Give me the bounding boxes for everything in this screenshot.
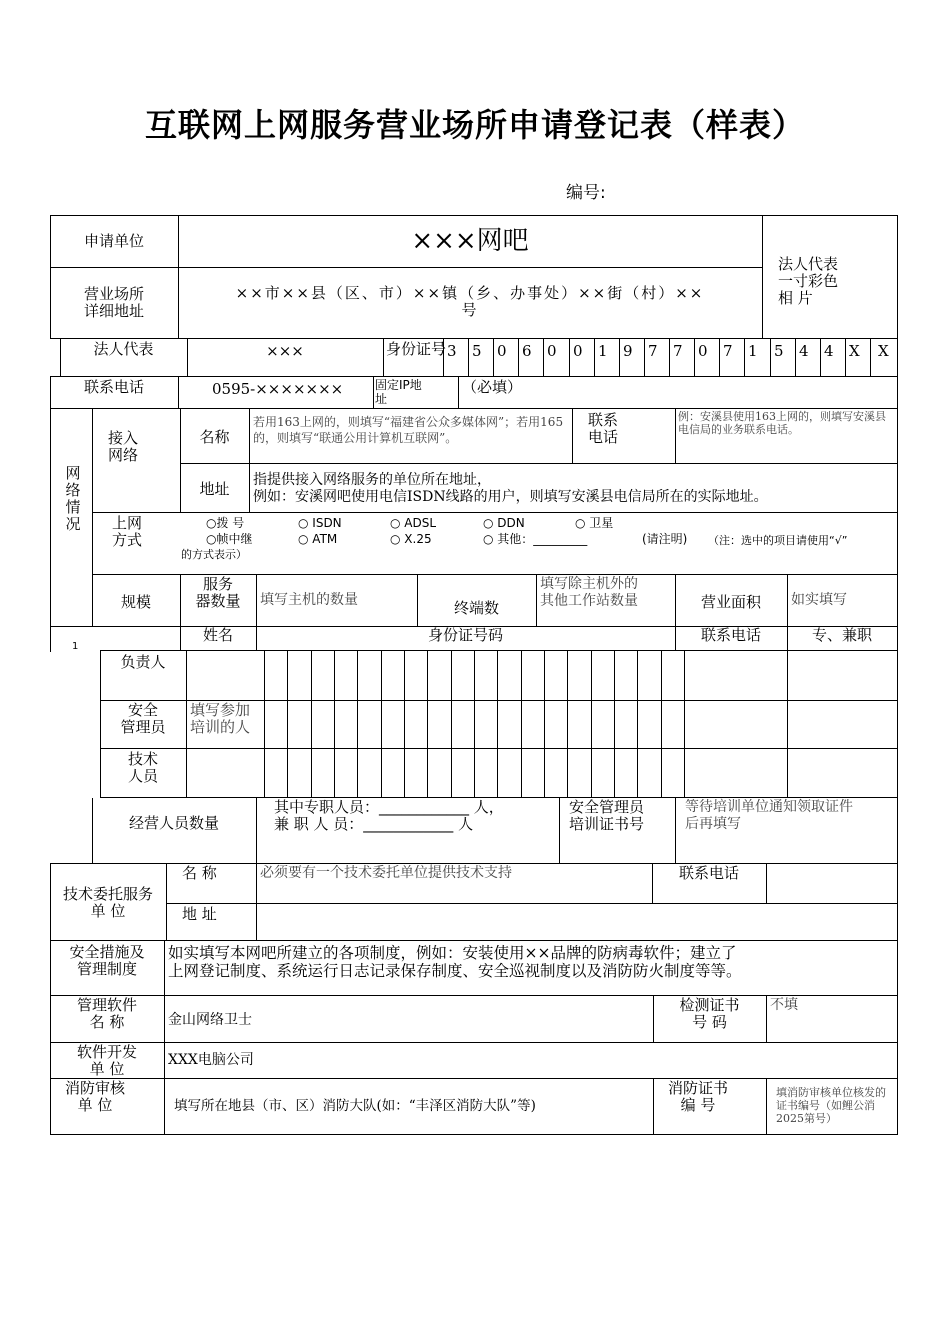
- id-digit[interactable]: 7: [723, 342, 733, 360]
- id-digit[interactable]: 6: [522, 342, 532, 360]
- fire-cert-value[interactable]: 填消防审核单位核发的证书编号（如鲤公消2025第号）: [776, 1086, 886, 1125]
- access-method-label: 上网 方式: [112, 514, 143, 549]
- id-digit[interactable]: 1: [748, 342, 758, 360]
- id-digit[interactable]: 0: [497, 342, 507, 360]
- id-box-divider: [770, 338, 771, 376]
- id-digit[interactable]: 0: [547, 342, 557, 360]
- access-name-label: 名称: [199, 428, 230, 446]
- tech-phone-label: 联系电话: [678, 864, 739, 882]
- method-frame-relay[interactable]: ○帧中继: [206, 532, 253, 546]
- legal-rep-id-label: 身份证号: [386, 340, 447, 358]
- developer-label: 软件开发 单 位: [76, 1043, 137, 1078]
- id-box-divider: [543, 338, 544, 376]
- security-measures-label: 安全措施及 管理制度: [69, 943, 145, 978]
- id-box-divider: [493, 338, 494, 376]
- staff-id-cell-divider: [474, 650, 475, 797]
- staff-id-cell-divider: [404, 650, 405, 797]
- staff-id-cell-divider: [334, 650, 335, 797]
- staff-header-phone: 联系电话: [700, 626, 761, 644]
- staff-id-cell-divider: [357, 650, 358, 797]
- staff-left-mark: 1: [72, 641, 79, 652]
- id-digit[interactable]: X: [849, 342, 860, 360]
- access-phone-label: 联系 电话: [588, 411, 619, 446]
- applicant-label: 申请单位: [83, 232, 144, 250]
- access-address-value[interactable]: 指提供接入网络服务的单位所在地址， 例如：安溪网吧使用电信ISDN线路的用户，则填写安溪县电信局所在的实际地址。: [253, 472, 768, 505]
- id-box-divider: [644, 338, 645, 376]
- fixed-ip-value[interactable]: （必填）: [462, 378, 523, 396]
- method-ddn[interactable]: ○ DDN: [483, 516, 525, 530]
- staff-security-name[interactable]: 填写参加 培训的人: [190, 701, 251, 736]
- id-digit[interactable]: 0: [698, 342, 708, 360]
- business-area-value[interactable]: 如实填写: [791, 592, 847, 608]
- method-dialup[interactable]: ○拨 号: [206, 516, 245, 530]
- staff-id-cell-divider: [544, 650, 545, 797]
- software-name-label: 管理软件 名 称: [76, 996, 137, 1031]
- staff-id-cell-divider: [591, 650, 592, 797]
- staff-id-cell-divider: [637, 650, 638, 797]
- contact-label: 联系电话: [83, 378, 144, 396]
- staff-id-cell-divider: [451, 650, 452, 797]
- fire-review-value[interactable]: 填写所在地县（市、区）消防大队(如：“丰泽区消防大队”等): [174, 1098, 536, 1114]
- id-box-divider: [694, 338, 695, 376]
- staff-id-cell-divider: [567, 650, 568, 797]
- software-name-value[interactable]: 金山网络卫士: [168, 1012, 252, 1028]
- id-digit[interactable]: 1: [598, 342, 608, 360]
- tech-name-label: 名 称: [182, 864, 217, 882]
- id-box-divider: [744, 338, 745, 376]
- staff-id-cell-divider: [614, 650, 615, 797]
- id-digit[interactable]: 9: [623, 342, 633, 360]
- tech-address-label: 地 址: [182, 905, 217, 923]
- developer-value[interactable]: XXX电脑公司: [168, 1052, 254, 1068]
- terminal-count-value[interactable]: 填写除主机外的 其他工作站数量: [540, 576, 638, 609]
- id-box-divider: [468, 338, 469, 376]
- staff-header-name: 姓名: [202, 626, 233, 644]
- server-count-value[interactable]: 填写主机的数量: [260, 592, 358, 608]
- method-adsl[interactable]: ○ ADSL: [390, 516, 437, 530]
- network-section-label: 网 络 情 况: [65, 464, 81, 533]
- method-x25[interactable]: ○ X.25: [390, 532, 432, 546]
- method-note-line2: 的方式表示）: [181, 548, 247, 561]
- id-box-divider: [845, 338, 846, 376]
- legal-rep-value[interactable]: ×××: [266, 342, 304, 360]
- id-box-divider: [820, 338, 821, 376]
- method-atm[interactable]: ○ ATM: [298, 532, 338, 546]
- id-digit[interactable]: 7: [648, 342, 658, 360]
- applicant-value[interactable]: ×××网吧: [411, 226, 529, 256]
- staff-id-cell-divider: [311, 650, 312, 797]
- access-name-value[interactable]: 若用163上网的，则填写“福建省公众多媒体网”；若用165的，则填写“联通公用计算机互联网”。: [253, 415, 564, 445]
- serial-number-label: 编号:: [566, 183, 606, 203]
- staff-id-cell-divider: [287, 650, 288, 797]
- staff-role-manager: 负责人: [120, 653, 166, 671]
- software-cert-label: 检测证书 号 码: [679, 996, 740, 1031]
- id-digit[interactable]: 4: [824, 342, 834, 360]
- staff-id-cell-divider: [497, 650, 498, 797]
- staff-id-cell-divider: [521, 650, 522, 797]
- method-note-small: （注：选中的项目请使用“√”: [708, 534, 848, 547]
- id-digit[interactable]: 3: [447, 342, 457, 360]
- fire-review-label: 消防审核 单 位: [64, 1079, 125, 1114]
- staff-role-tech: 技术 人员: [127, 750, 158, 785]
- staff-header-id: 身份证号码: [427, 626, 503, 644]
- staff-count-label: 经营人员数量: [128, 814, 219, 832]
- method-note: (请注明): [642, 532, 688, 546]
- id-digit[interactable]: 4: [799, 342, 809, 360]
- access-address-label: 地址: [199, 480, 230, 498]
- server-count-label: 服务 器数量: [195, 575, 241, 610]
- id-digit[interactable]: 5: [774, 342, 784, 360]
- business-area-label: 营业面积: [700, 593, 761, 611]
- staff-header-type: 专、兼职: [811, 626, 872, 644]
- method-other[interactable]: ○ 其他：_________: [483, 532, 588, 546]
- security-cert-label: 安全管理员 培训证书号: [569, 798, 645, 833]
- id-box-divider: [669, 338, 670, 376]
- legal-rep-id-last-digit[interactable]: X: [878, 342, 889, 360]
- fire-cert-label: 消防证书 编 号: [667, 1079, 728, 1114]
- id-digit[interactable]: 0: [573, 342, 583, 360]
- id-box-divider: [569, 338, 570, 376]
- method-satellite[interactable]: ○ 卫星: [575, 516, 614, 530]
- access-network-label: 接入 网络: [108, 429, 139, 464]
- staff-id-cell-divider: [427, 650, 428, 797]
- id-box-divider: [795, 338, 796, 376]
- staff-count-value[interactable]: 其中专职人员：____________ 人， 兼 职 人 员：____________ 人: [274, 798, 504, 833]
- address-label: 营业场所 详细地址: [83, 285, 144, 320]
- method-isdn[interactable]: ○ ISDN: [298, 516, 342, 530]
- id-digit[interactable]: 5: [472, 342, 482, 360]
- security-measures-value[interactable]: 如实填写本网吧所建立的各项制度，例如：安装使用××品牌的防病毒软件；建立了 上网登记制度、系统运行日志记录保存制度、安全巡视制度以及消防防火制度等等。: [168, 944, 742, 980]
- software-cert-value[interactable]: 不填: [770, 997, 798, 1013]
- staff-id-cell-divider: [661, 650, 662, 797]
- page-title: 互联网上网服务营业场所申请登记表（样表）: [144, 106, 805, 144]
- terminal-count-label: 终端数: [453, 599, 499, 617]
- id-box-divider: [518, 338, 519, 376]
- photo-placeholder[interactable]: 法人代表 一寸彩色 相 片: [778, 255, 839, 307]
- id-box-divider: [719, 338, 720, 376]
- staff-role-security: 安全 管理员: [120, 701, 166, 736]
- contact-value[interactable]: 0595-×××××××: [212, 380, 344, 398]
- id-box-divider: [619, 338, 620, 376]
- tech-service-label: 技术委托服务 单 位: [62, 885, 153, 920]
- tech-name-value[interactable]: 必须要有一个技术委托单位提供技术支持: [260, 865, 512, 881]
- scale-label: 规模: [120, 593, 151, 611]
- access-phone-value[interactable]: 例：安溪县使用163上网的，则填写安溪县电信局的业务联系电话。: [678, 410, 886, 436]
- staff-id-cell-divider: [381, 650, 382, 797]
- id-digit[interactable]: 7: [673, 342, 683, 360]
- fixed-ip-label: 固定IP地 址: [375, 378, 422, 406]
- legal-rep-label: 法人代表: [93, 340, 154, 358]
- id-box-divider: [594, 338, 595, 376]
- address-value[interactable]: ××市××县（区、市）××镇（乡、办事处）××街（村）×× 号: [235, 284, 705, 319]
- security-cert-value[interactable]: 等待培训单位通知领取证件 后再填写: [685, 799, 853, 832]
